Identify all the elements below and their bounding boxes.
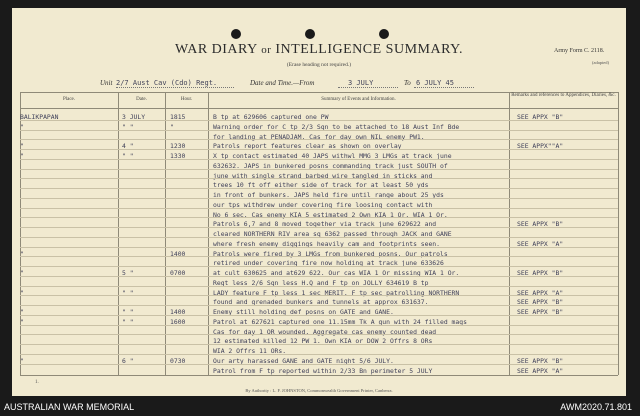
row-rule	[20, 247, 618, 248]
entry-summary: trees 10 ft off either side of track for at least 50 yds	[213, 181, 429, 190]
entry-place: "	[20, 122, 24, 131]
col-header-hour: Hour.	[180, 97, 193, 102]
entry-summary: Patrol at 627621 captured one 11.15mm Tk A gun with 24 filled mags	[213, 317, 467, 326]
entry-hour: 1600	[170, 317, 186, 326]
entry-summary: LADY feature F tp less 1 sec MERIT. F tp sec patrolling NORTHERN	[213, 288, 460, 297]
entry-summary: cleared NORTHERN RIV area sq 6362 passed through JACK and GANE	[213, 230, 452, 238]
table-header-rule	[20, 108, 618, 109]
caption-bar	[0, 398, 640, 416]
entry-summary: WIA 2 Offrs 11 ORs.	[213, 347, 287, 355]
entry-summary: where fresh enemy diggings heavily cam and footprints seen.	[213, 239, 441, 248]
entry-summary: Patrols were fired by 3 LMGs from bunkered posns. Our patrols	[213, 249, 448, 258]
entry-summary: Patrols report features clear as shown on overlay	[213, 142, 402, 151]
date-time-label: Date and Time.—From	[250, 79, 315, 87]
entry-date: " "	[122, 152, 134, 160]
form-title	[12, 42, 626, 58]
army-form-adapted: (adapted)	[592, 60, 609, 65]
row-rule	[20, 227, 618, 228]
entry-date: 6 "	[122, 356, 134, 365]
title-tail: INTELLIGENCE SUMMARY.	[275, 42, 463, 57]
entry-remarks: SEE APPX "B"	[517, 220, 564, 229]
entry-summary: Enemy still holding def posns on GATE and GANE.	[213, 308, 394, 316]
entry-summary: for landing at PENADJAM. Cas for day own NIL enemy PW1.	[213, 132, 425, 141]
entry-summary: Patrol from F tp reported within 2/33 Bn perimeter 5 JULY	[213, 366, 433, 375]
caption-left: AUSTRALIAN WAR MEMORIAL	[4, 402, 135, 412]
entry-date: 4 "	[122, 142, 134, 151]
row-rule	[20, 178, 618, 179]
row-rule	[20, 334, 618, 335]
col-header-summary: Summary of Events and Information.	[321, 97, 396, 102]
entry-summary: our tps withdrew under covering fire loosing contact with	[213, 200, 433, 209]
entry-place: "	[20, 317, 24, 326]
row-rule	[20, 208, 618, 209]
punch-hole	[379, 29, 389, 39]
entry-hour: 0730	[170, 356, 186, 365]
entry-summary: june with single strand barbed wire tangled in sticks and	[213, 171, 433, 180]
to-underline	[414, 87, 474, 88]
entry-summary: found and grenaded bunkers and tunnels at approx 631637.	[213, 298, 429, 307]
entry-remarks: SEE APPX "B"	[517, 113, 564, 121]
entry-hour: "	[170, 122, 174, 131]
entry-remarks: SEE APPX "B"	[517, 298, 564, 307]
unit-label: Unit	[100, 79, 113, 87]
entry-summary: Warning order for C tp 2/3 Sqn to be attached to 18 Aust Inf Bde	[213, 122, 460, 131]
from-value: 3 JULY	[348, 79, 374, 87]
entry-summary: 12 estimated killed 12 PW 1. Own KIA or DOW 2 Offrs 8 ORs	[213, 337, 433, 346]
entry-hour: 1400	[170, 249, 186, 258]
row-rule	[20, 364, 618, 365]
punch-hole	[231, 29, 241, 39]
entry-date: " "	[122, 288, 134, 297]
entry-place: "	[20, 288, 24, 297]
row-rule	[20, 295, 618, 296]
entry-place: "	[20, 249, 24, 258]
row-rule	[20, 315, 618, 316]
row-rule	[20, 169, 618, 170]
entry-summary: Regt less 2/6 Sqn less H.Q and F tp on JOLLY 634619 B tp	[213, 278, 429, 287]
row-rule	[20, 130, 618, 131]
entry-place: BALIKPAPAN	[20, 113, 59, 121]
entry-summary: retired under covering fire now holding at track june 633626	[213, 259, 444, 268]
row-rule	[20, 305, 618, 306]
row-rule	[20, 198, 618, 199]
entry-date: " "	[122, 122, 134, 131]
to-label: To	[404, 79, 411, 87]
row-rule	[20, 266, 618, 267]
entry-date: 5 "	[122, 269, 134, 277]
page-mark: 1.	[35, 380, 39, 385]
entry-summary: Cas for day 1 OR wounded. Aggregate cas enemy counted dead	[213, 327, 437, 336]
row-rule	[20, 120, 618, 121]
title-main: WAR DIARY	[175, 42, 258, 57]
row-rule	[20, 159, 618, 160]
row-rule	[20, 286, 618, 287]
entry-remarks: SEE APPX "A"	[517, 239, 564, 248]
diary-page	[12, 8, 626, 396]
col-header-remarks: Remarks and references to Appendices, Diaries, &c.	[511, 93, 616, 98]
entry-remarks: SEE APPX "B"	[517, 356, 564, 365]
entry-hour: 1400	[170, 308, 186, 316]
army-form-number: Army Form C. 2118.	[554, 48, 605, 54]
entry-hour: 1330	[170, 152, 186, 160]
entry-date: 3 JULY	[122, 113, 146, 121]
entry-summary: 632632. JAPS in bunkered posns commanding track just SOUTH of	[213, 161, 448, 170]
row-rule	[20, 149, 618, 150]
entry-summary: Our arty harassed GANE and GATE night 5/6 JULY.	[213, 356, 394, 365]
from-underline	[338, 87, 398, 88]
unit-value: 2/7 Aust Cav (Cdo) Regt.	[116, 79, 218, 87]
entry-hour: 1230	[170, 142, 186, 151]
entry-remarks: SEE APPX""A"	[517, 142, 564, 151]
entry-summary: at cult 630625 and at629 622. Our cas WIA 1 Or missing WIA 1 Or.	[213, 269, 460, 277]
entry-place: "	[20, 356, 24, 365]
entry-place: "	[20, 152, 24, 160]
row-rule	[20, 325, 618, 326]
entry-date: " "	[122, 308, 134, 316]
row-rule	[20, 354, 618, 355]
entry-hour: 1815	[170, 113, 186, 121]
entry-place: "	[20, 142, 24, 151]
row-rule	[20, 276, 618, 277]
row-rule	[20, 139, 618, 140]
entry-summary: X tp contact estimated 40 JAPS withwl MMG 3 LMGs at track june	[213, 152, 452, 160]
punch-hole	[305, 29, 315, 39]
caption-right: AWM2020.71.801	[560, 402, 632, 412]
erase-note: (Erase heading not required.)	[286, 62, 352, 68]
row-rule	[20, 344, 618, 345]
entry-summary: Patrols 6,7 and 8 moved together via track june 629622 and	[213, 220, 437, 229]
row-rule	[20, 188, 618, 189]
entry-remarks: SEE APPX "B"	[517, 269, 564, 277]
row-rule	[20, 256, 618, 257]
row-rule	[20, 217, 618, 218]
entry-remarks: SEE APPX "B"	[517, 308, 564, 316]
entry-hour: 0700	[170, 269, 186, 277]
diary-row	[12, 364, 626, 377]
col-header-date: Date.	[136, 97, 147, 102]
col-header-place: Place.	[62, 97, 76, 102]
entry-summary: No 6 sec. Cas enemy KIA 5 estimated 2 Own KIA 1 Or. WIA 1 Or.	[213, 210, 448, 219]
entry-remarks: SEE APPX "A"	[517, 288, 564, 297]
unit-underline	[116, 87, 234, 88]
title-or: or	[261, 44, 272, 56]
entry-place: "	[20, 269, 24, 277]
row-rule	[20, 237, 618, 238]
authority-line: By Authority : L. F. JOHNSTON, Commonwealth Government Printer, Canberra.	[245, 388, 393, 393]
entry-summary: B tp at 629606 captured one PW	[213, 113, 329, 121]
to-value: 6 JULY 45	[416, 79, 454, 87]
entry-place: "	[20, 308, 24, 316]
entry-remarks: SEE APPX "A"	[517, 366, 564, 375]
entry-date: " "	[122, 317, 134, 326]
entry-summary: in front of bunkers. JAPS held fire until range about 25 yds	[213, 191, 444, 199]
